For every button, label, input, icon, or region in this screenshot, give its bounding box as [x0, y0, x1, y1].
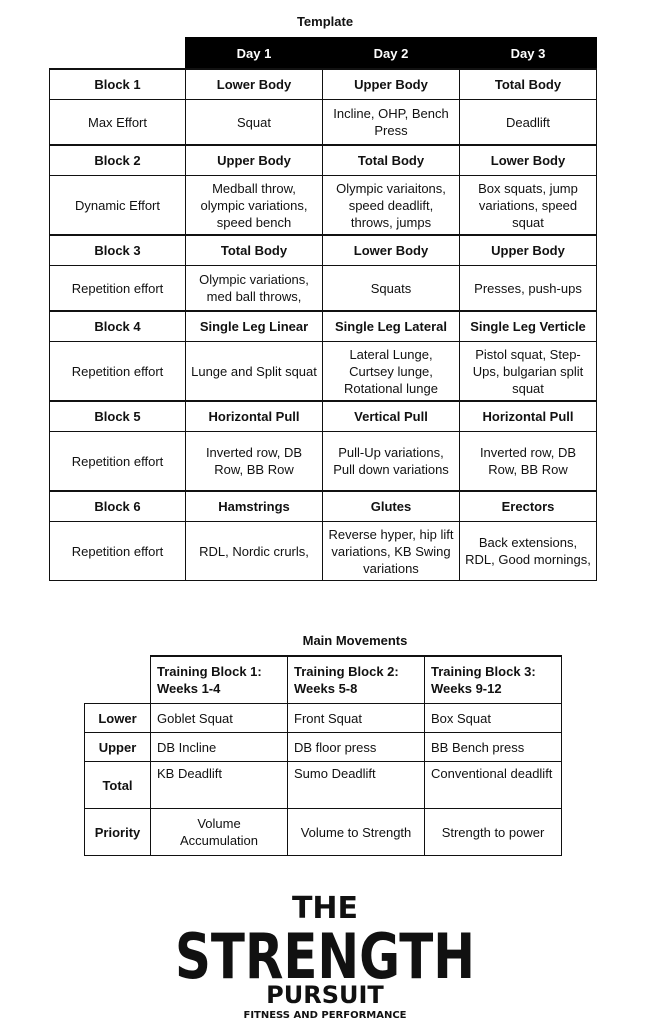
day-2-header: Day 2 [323, 38, 460, 70]
movement-row-lower [85, 704, 562, 733]
block-header-cell: Single Leg Lateral [323, 311, 460, 342]
detail-cell: Inverted row, DB Row, BB Row [186, 432, 323, 492]
training-block-1-header: Training Block 1: Weeks 1-4 [151, 656, 288, 704]
block-name: Block 5 [50, 401, 186, 432]
block-detail-row [50, 522, 597, 581]
block-header-cell: Lower Body [460, 145, 597, 176]
detail-cell: Presses, push-ups [460, 266, 597, 312]
block-detail-row [50, 432, 597, 492]
movement-cell: BB Bench press [425, 733, 562, 762]
movement-cell: Box Squat [425, 704, 562, 733]
block-header-cell: Horizontal Pull [186, 401, 323, 432]
priority-cell: Volume to Strength [288, 809, 425, 856]
movement-cell: DB Incline [151, 733, 288, 762]
movement-cell: Goblet Squat [151, 704, 288, 733]
movement-row-total [85, 762, 562, 809]
block-header-cell: Glutes [323, 491, 460, 522]
effort-label: Repetition effort [50, 342, 186, 402]
movement-cell: Sumo Deadlift [288, 762, 425, 809]
block-header-cell: Single Leg Linear [186, 311, 323, 342]
logo-line-2: STRENGTH [175, 920, 475, 993]
day-3-header: Day 3 [460, 38, 597, 70]
detail-cell: Inverted row, DB Row, BB Row [460, 432, 597, 492]
effort-label: Repetition effort [50, 522, 186, 581]
detail-cell: Deadlift [460, 100, 597, 146]
block-header-cell: Total Body [460, 69, 597, 100]
movement-cell: Front Squat [288, 704, 425, 733]
training-block-header-row [85, 656, 562, 704]
priority-cell: Volume Accumulation [151, 809, 288, 856]
block-row [50, 235, 597, 266]
detail-cell: Box squats, jump variations, speed squat [460, 176, 597, 236]
effort-label: Repetition effort [50, 432, 186, 492]
row-label: Upper [85, 733, 151, 762]
block-detail-row [50, 176, 597, 236]
block-header-cell: Lower Body [186, 69, 323, 100]
movement-cell: DB floor press [288, 733, 425, 762]
block-header-cell: Total Body [323, 145, 460, 176]
block-name: Block 1 [50, 69, 186, 100]
detail-cell: Olympic variaitons, speed deadlift, throws, jumps [323, 176, 460, 236]
detail-cell: Back extensions, RDL, Good mornings, [460, 522, 597, 581]
block-row [50, 145, 597, 176]
day-header-row [50, 38, 597, 70]
detail-cell: Pistol squat, Step-Ups, bulgarian split squat [460, 342, 597, 402]
block-name: Block 3 [50, 235, 186, 266]
block-header-cell: Upper Body [460, 235, 597, 266]
main-movements-title: Main Movements [302, 633, 408, 648]
main-movements-table [84, 655, 562, 856]
effort-label: Max Effort [50, 100, 186, 146]
block-header-cell: Hamstrings [186, 491, 323, 522]
logo-tagline: FITNESS AND PERFORMANCE [243, 1010, 407, 1021]
block-name: Block 4 [50, 311, 186, 342]
detail-cell: Pull-Up variations, Pull down variations [323, 432, 460, 492]
block-row [50, 491, 597, 522]
training-block-2-header: Training Block 2: Weeks 5-8 [288, 656, 425, 704]
block-header-cell: Single Leg Verticle [460, 311, 597, 342]
detail-cell: Lateral Lunge, Curtsey lunge, Rotational lunge [323, 342, 460, 402]
block-header-cell: Vertical Pull [323, 401, 460, 432]
block-header-cell: Upper Body [323, 69, 460, 100]
logo-graphic [160, 890, 490, 1022]
blank-corner [85, 656, 151, 704]
movement-cell: KB Deadlift [151, 762, 288, 809]
block-header-cell: Upper Body [186, 145, 323, 176]
detail-cell: Reverse hyper, hip lift variations, KB Swing variations [323, 522, 460, 581]
block-row [50, 311, 597, 342]
block-row [50, 69, 597, 100]
block-detail-row [50, 266, 597, 312]
block-name: Block 2 [50, 145, 186, 176]
detail-cell: Incline, OHP, Bench Press [323, 100, 460, 146]
detail-cell: Squats [323, 266, 460, 312]
row-label: Lower [85, 704, 151, 733]
movement-row-upper [85, 733, 562, 762]
logo-line-3: PURSUIT [266, 981, 384, 1009]
detail-cell: RDL, Nordic crurls, [186, 522, 323, 581]
block-header-cell: Lower Body [323, 235, 460, 266]
detail-cell: Lunge and Split squat [186, 342, 323, 402]
movement-row-priority [85, 809, 562, 856]
effort-label: Repetition effort [50, 266, 186, 312]
block-detail-row [50, 342, 597, 402]
row-label: Priority [85, 809, 151, 856]
template-table [49, 37, 597, 581]
blank-corner [50, 38, 186, 70]
logo-line-1: THE [291, 891, 359, 926]
day-1-header: Day 1 [186, 38, 323, 70]
block-row [50, 401, 597, 432]
priority-cell: Strength to power [425, 809, 562, 856]
strength-pursuit-logo [0, 890, 650, 1022]
detail-cell: Olympic variations, med ball throws, [186, 266, 323, 312]
movement-cell: Conventional deadlift [425, 762, 562, 809]
block-header-cell: Erectors [460, 491, 597, 522]
block-header-cell: Total Body [186, 235, 323, 266]
block-name: Block 6 [50, 491, 186, 522]
effort-label: Dynamic Effort [50, 176, 186, 236]
template-title: Template [296, 14, 354, 29]
detail-cell: Medball throw, olympic variations, speed bench [186, 176, 323, 236]
block-detail-row [50, 100, 597, 146]
detail-cell: Squat [186, 100, 323, 146]
block-header-cell: Horizontal Pull [460, 401, 597, 432]
training-block-3-header: Training Block 3: Weeks 9-12 [425, 656, 562, 704]
row-label: Total [85, 762, 151, 809]
